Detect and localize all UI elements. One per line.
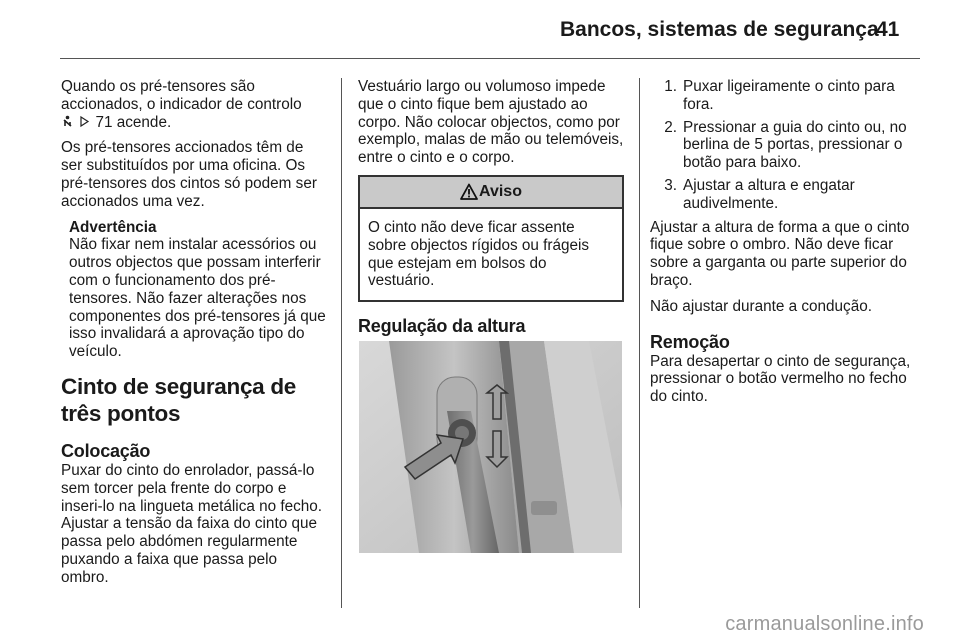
section-title: Cinto de segurança de três pontos	[61, 373, 297, 426]
pretensioner-paragraph	[61, 78, 327, 131]
warning-title: Advertência	[69, 218, 157, 236]
driving-note: Não ajustar durante a condução.	[650, 297, 872, 315]
text-line: accionados, o indicador de controlo	[61, 95, 302, 113]
column-2	[358, 78, 624, 337]
subsection-title-regulacao: Regulação da altura	[358, 316, 526, 337]
step-text: Ajustar a altura e engatar audivelmente.	[683, 176, 855, 212]
subsection-title-remocao: Remoção	[650, 331, 730, 352]
remocao-text: Para desapertar o cinto de segurança, pressionar o botão vermelho no fecho do cinto.	[650, 352, 911, 406]
page-header-title: Bancos, sistemas de segurança	[560, 18, 879, 41]
step-number: 2.	[664, 118, 677, 136]
column-divider-2	[639, 78, 640, 608]
notice-header	[360, 177, 622, 209]
column-divider-1	[341, 78, 342, 608]
list-item	[653, 78, 921, 114]
list-item	[653, 177, 921, 213]
notice-title: Aviso	[479, 183, 522, 201]
height-paragraph: Ajustar a altura de forma a que o cinto fique sobre o ombro. Não deve ficar sobre a garganta ou parte superior do braço.	[650, 218, 910, 289]
warning-triangle-icon	[460, 183, 478, 201]
step-text: Pressionar a guia do cinto ou, no berlina de 5 portas, pressionar o botão para baixo.	[683, 118, 907, 172]
list-item	[653, 119, 921, 172]
step-number: 1.	[664, 78, 677, 95]
page-number: 41	[876, 18, 900, 41]
page-reference: 71 acende.	[95, 113, 172, 131]
subsection-title-colocacao: Colocação	[61, 440, 151, 461]
adjust-steps-list	[653, 78, 921, 213]
column-1	[61, 78, 327, 595]
colocacao-text: Puxar do cinto do enrolador, passá-lo sem torcer pela frente do corpo e inseri-lo na lingueta metálica no fecho. Ajustar a tensão da faixa do cinto que passa pelo abdómen regularmente puxando a faixa que passa pelo ombro.	[61, 461, 323, 586]
step-text: Puxar ligeiramente o cinto para fora.	[683, 78, 895, 113]
watermark: carmanualsonline.info	[725, 613, 924, 635]
step-number: 3.	[664, 176, 677, 194]
notice-text: O cinto não deve ficar assente sobre objectos rígidos ou frágeis que estejam em bolsos do vestuário.	[368, 218, 590, 290]
text-line: Quando os pré-tensores são	[61, 78, 255, 95]
warning-text: Não fixar nem instalar acessórios ou outros objectos que possam interferir com o funcionamento dos pré-tensores. Não fazer alterações nos componentes dos pré-tensores já que isso invalidará a aprovação tipo do veículo.	[69, 236, 326, 361]
seatbelt-height-adjust-illustration	[359, 341, 622, 553]
seatbelt-indicator-icon	[61, 115, 74, 128]
clothing-paragraph: Vestuário largo ou volumoso impede que o cinto fique bem ajustado ao corpo. Não colocar objectos, como por exemplo, malas de mão ou telemóveis, entre o cinto e o corpo.	[358, 78, 624, 167]
notice-box	[358, 175, 624, 302]
page-reference-arrow-icon	[78, 115, 91, 128]
column-3	[650, 78, 921, 414]
replacement-paragraph: Os pré-tensores accionados têm de ser substituídos por uma oficina. Os pré-tensores dos cintos só podem ser accionados uma vez.	[61, 139, 317, 210]
header-divider	[60, 58, 920, 59]
